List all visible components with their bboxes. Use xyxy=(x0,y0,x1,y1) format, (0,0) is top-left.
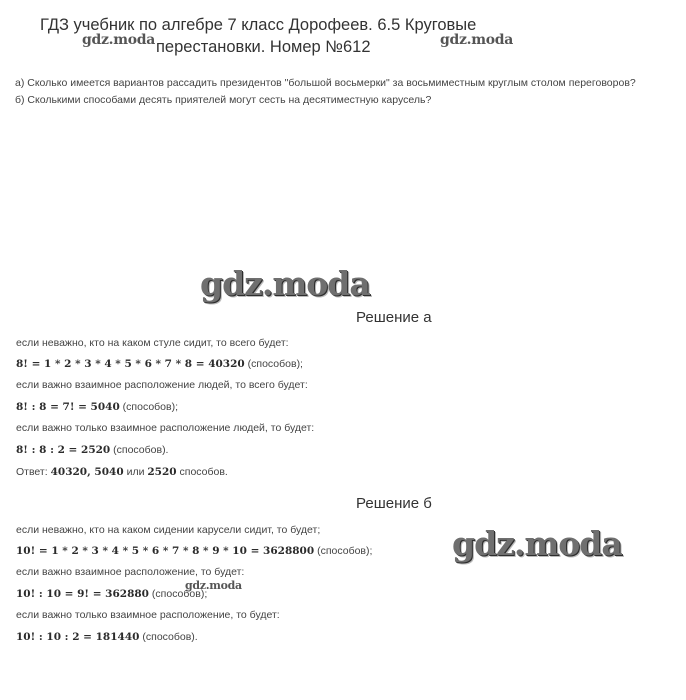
answer-value: 2520 xyxy=(147,466,177,478)
solution-b-line: если важно взаимное расположение, то будет: xyxy=(16,566,245,578)
answer-or: или xyxy=(123,466,148,478)
formula: 10! : 10 : 2 = 181440 xyxy=(16,631,140,643)
solution-b-line xyxy=(16,631,198,643)
title-line-1: ГДЗ учебник по алгебре 7 класс Дорофеев. 6.5 Круговые xyxy=(40,16,477,34)
solution-a-line: если неважно, кто на каком стуле сидит, то всего будет: xyxy=(16,337,289,349)
solution-b-line xyxy=(16,588,207,600)
watermark-logo: gdz.moda xyxy=(185,579,242,592)
formula-suffix: (способов); xyxy=(119,401,179,413)
solution-b-line: если неважно, кто на каком сидении карусели сидит, то будет; xyxy=(16,524,321,536)
answer-values: 40320, 5040 xyxy=(50,466,124,478)
answer-prefix: Ответ: xyxy=(16,466,51,478)
formula-suffix: (способов). xyxy=(110,444,169,456)
answer-suffix: способов. xyxy=(176,466,228,478)
formula-suffix: (способов). xyxy=(139,631,198,643)
watermark-logo: gdz.moda xyxy=(82,32,156,48)
task-a-text: а) Сколько имеется вариантов рассадить президентов "большой восьмерки" за восьмиместным круглым столом переговоров? xyxy=(15,77,636,89)
solution-a-answer xyxy=(16,466,228,478)
solution-b-line xyxy=(16,545,372,557)
solution-a-heading: Решение а xyxy=(356,309,432,326)
formula-suffix: (способов); xyxy=(244,358,303,370)
formula-suffix: (способов); xyxy=(314,545,373,557)
formula: 8! = 1 * 2 * 3 * 4 * 5 * 6 * 7 * 8 = 40320 xyxy=(16,358,245,370)
formula-suffix: (способов); xyxy=(149,588,208,600)
watermark-logo: gdz.moda xyxy=(440,32,514,48)
solution-b-line: если важно только взаимное расположение, то будет: xyxy=(16,609,280,621)
formula: 10! = 1 * 2 * 3 * 4 * 5 * 6 * 7 * 8 * 9 * 10 = 3628800 xyxy=(16,545,315,557)
task-b-text: б) Сколькими способами десять приятелей могут сесть на десятиместную карусель? xyxy=(15,94,432,106)
solution-a-line xyxy=(16,401,178,413)
formula: 10! : 10 = 9! = 362880 xyxy=(16,588,149,600)
formula: 8! : 8 = 7! = 5040 xyxy=(16,401,120,413)
title-line-2: перестановки. Номер №612 xyxy=(156,38,371,56)
solution-b-heading: Решение б xyxy=(356,495,432,512)
solution-a-line: если важно взаимное расположение людей, то всего будет: xyxy=(16,379,308,391)
solution-a-line xyxy=(16,444,168,456)
solution-a-line: если важно только взаимное расположение людей, то будет: xyxy=(16,422,315,434)
solution-a-line xyxy=(16,358,303,370)
watermark-logo: gdz.moda xyxy=(200,264,370,303)
formula: 8! : 8 : 2 = 2520 xyxy=(16,444,111,456)
watermark-logo: gdz.moda xyxy=(452,524,622,563)
